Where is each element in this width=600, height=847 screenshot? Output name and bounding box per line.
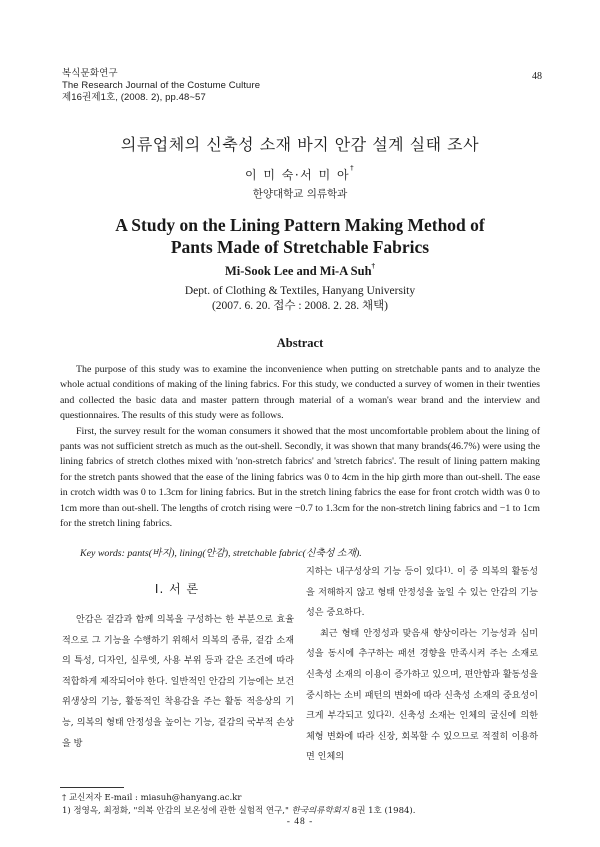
journal-name-ko: 복식문화연구 <box>62 68 118 79</box>
korean-title: 의류업체의 신축성 소재 바지 안감 설계 실태 조사 <box>120 135 480 154</box>
footnote-ref-volume: 8권 1호 (1984). <box>349 806 416 816</box>
abstract-paragraph-2: First, the survey result for the woman consumers it showed that the most uncomfortable problem about the lining of pants was not sufficient stretch as much as the out-shell. Secondly, it was shown that many brands(46.7%) were using the lining fabrics of stretch clothes mixed with 'non-stretch fabrics' and 'stretch fabrics'. The result of lining pattern making for the stretch pants showed that the ease of the lining fabrics was 0 to 4cm in the hip girth more than out-shell. The ease in crotch width was 0 to 1.3cm for lining fabrics. But in the stretch lining fabrics the ease for front crotch width was 0 to 1cm more than out-shell. The lengths of crotch rising were −0.7 to 1.3cm for the non-stretch lining fabrics and −1 to 1cm for the stretch lining fabrics. <box>60 425 540 530</box>
korean-authors <box>0 166 600 183</box>
footnote-ref-text: 1) 정영옥, 최정화, "의복 안감의 보온성에 관한 실험적 연구," <box>62 806 292 816</box>
journal-volume: 제16권제1호, (2008. 2), pp.48~57 <box>62 92 206 103</box>
right-column-paragraph-1 <box>306 562 538 624</box>
left-column <box>62 610 294 754</box>
footnotes <box>62 792 415 818</box>
reference-marker-1: 1) <box>443 566 451 574</box>
reference-marker-2: 2) <box>384 710 392 719</box>
english-authors <box>0 264 600 279</box>
footnote-corresponding-author: † 교신저자 E-mail : miasuh@hanyang.ac.kr <box>62 793 242 803</box>
english-affiliation: Dept. of Clothing & Textiles, Hanyang University <box>184 285 416 297</box>
journal-header <box>62 68 260 104</box>
abstract-paragraph-1: The purpose of this study was to examine the inconvenience when putting on stretchable pants and to analyze the whole actual conditions of making of the lining fabrics. For this study, we conducted a survey of women in their twenties and collected the basic data and master pattern through material of a woman's wear brand and the interview and questionnaires. The results of this study were as follows. <box>60 364 540 422</box>
right-text-2b: . 신축성 소재는 인체의 굴신에 의한 체형 변화에 따라 신장, 회복할 수 있으므로 적절히 이용하면 인체의 <box>306 711 538 763</box>
section-heading-introduction: Ⅰ. 서 론 <box>154 582 200 596</box>
right-text-1a: 지하는 내구성상의 기능 등이 있다 <box>306 567 444 577</box>
received-accepted-dates: (2007. 6. 20. 접수 : 2008. 2. 28. 채택) <box>211 300 389 312</box>
right-text-1b: . 이 중 의복의 활동성을 저해하지 않고 형태 안정성을 높일 수 있는 안감의 기능성은 중요하다. <box>306 567 538 619</box>
english-title-line-2: Pants Made of Stretchable Fabrics <box>170 237 430 257</box>
english-title-line-1: A Study on the Lining Pattern Making Method of <box>115 215 485 235</box>
korean-author-names: 이 미 숙·서 미 아 <box>244 168 351 182</box>
english-author-names: Mi-Sook Lee and Mi-A Suh <box>224 264 372 278</box>
corresponding-mark-ko: † <box>350 164 356 172</box>
right-column <box>306 562 538 768</box>
right-column-paragraph-2 <box>306 624 538 768</box>
korean-affiliation: 한양대학교 의류학과 <box>252 188 348 200</box>
abstract-body <box>60 362 540 531</box>
keywords: Key words: pants(바지), lining(안감), stretchable fabric(신축성 소재). <box>80 548 362 559</box>
page-number-footer: - 48 - <box>286 817 314 827</box>
journal-name-en: The Research Journal of the Costume Culture <box>62 80 261 91</box>
page-number-top: 48 <box>532 71 542 82</box>
right-text-2a: 최근 형태 안정성과 맞음새 향상이라는 기능성과 심미성을 동시에 추구하는 패션 경향을 만족시켜 주는 소재로 신축성 소재의 이용이 증가하고 있으며, 편안함과 활동성을 중시하는 소비 패턴의 변화에 따라 신축성 소재의 중요성이 크게 부각되고 있다 <box>306 628 538 722</box>
left-column-paragraph: 안감은 겉감과 함께 의복을 구성하는 한 부분으로 효율적으로 그 기능을 수행하기 위해서 의복의 종류, 겉감 소재의 특성, 디자인, 실루엣, 사용 부위 등과 같은 조건에 따라 적합하게 제작되어야 한다. 일반적인 안감의 기능에는 보건위생상의 기능, 활동적인 착용감을 주는 활동 적응상의 기능, 의복의 형태 안정성을 높이는 기능, 겉감의 국부적 손상을 방 <box>62 615 294 749</box>
english-affiliation-block <box>0 284 600 314</box>
english-title <box>0 214 600 258</box>
footnote-journal-name: 한국의류학회지 <box>291 806 350 816</box>
abstract-heading: Abstract <box>276 336 324 350</box>
footnote-divider <box>60 787 124 788</box>
corresponding-mark-en: † <box>371 262 376 270</box>
